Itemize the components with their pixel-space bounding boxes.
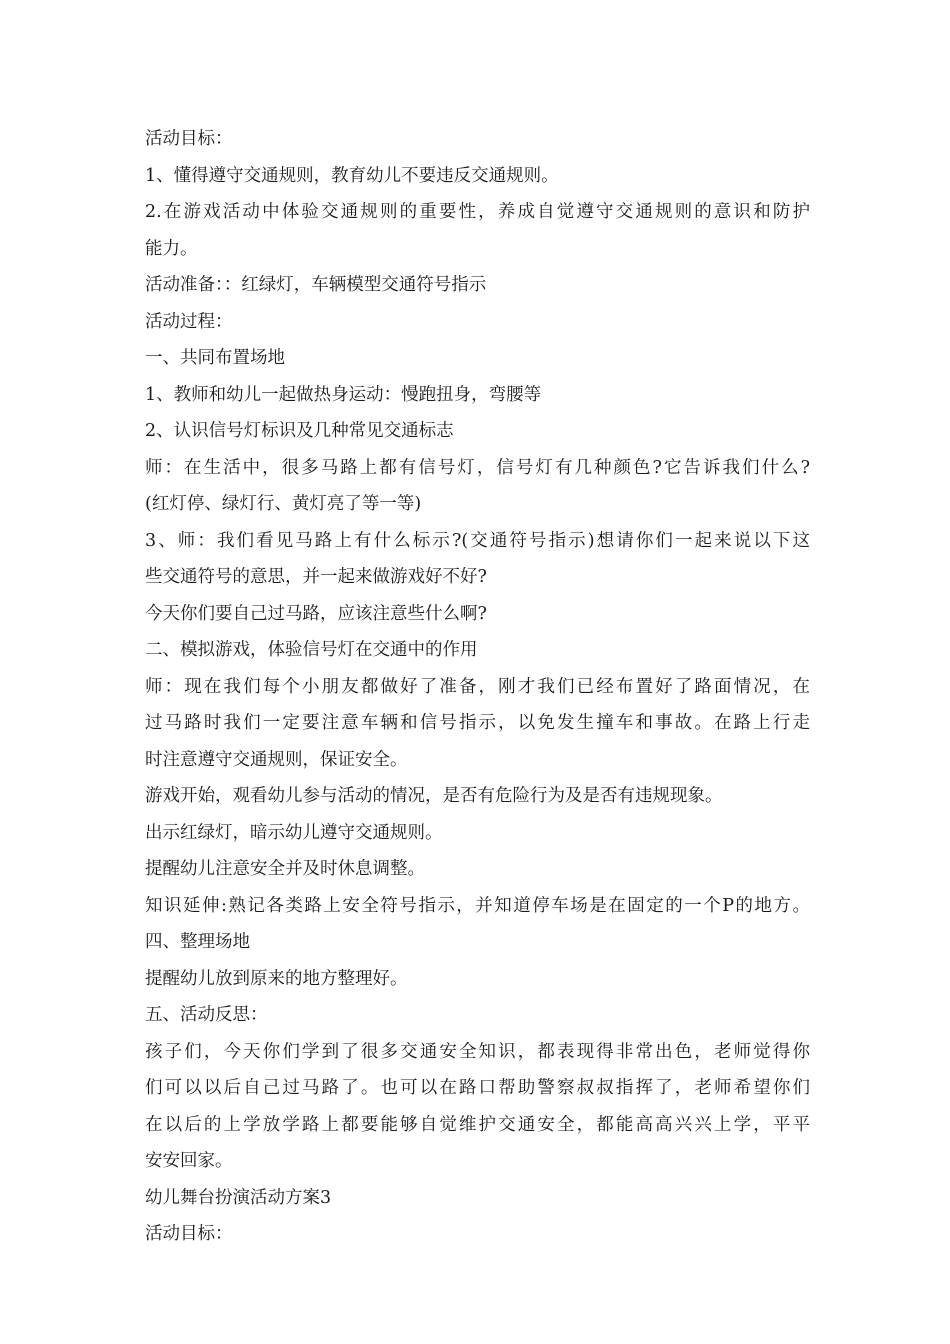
text-line: 游戏开始，观看幼儿参与活动的情况，是否有危险行为及是否有违规现象。 bbox=[145, 786, 723, 806]
text-line: 今天你们要自己过马路，应该注意些什么啊? bbox=[145, 603, 487, 624]
text-line: 活动准备：：红绿灯，车辆模型交通符号指示 bbox=[145, 275, 487, 295]
text-line: 五、活动反思： bbox=[145, 1005, 268, 1025]
text-line: 提醒幼儿放到原来的地方整理好。 bbox=[145, 968, 408, 989]
text-line: 些交通符号的意思，并一起来做游戏好不好? bbox=[145, 567, 487, 587]
text-line: 师：现在我们每个小朋友都做好了准备，刚才我们已经布置好了路面情况，在 bbox=[145, 676, 810, 697]
text-line: 能力。 bbox=[145, 238, 198, 259]
text-line: 在以后的上学放学路上都要能够自觉维护交通安全，都能高高兴兴上学，平平 bbox=[145, 1114, 810, 1135]
text-line: 过马路时我们一定要注意车辆和信号指示，以免发生撞车和事故。在路上行走 bbox=[145, 713, 810, 733]
text-line: 3、师：我们看见马路上有什么标示?(交通符号指示)想请你们一起来说以下这 bbox=[145, 530, 810, 551]
text-line: 时注意遵守交通规则，保证安全。 bbox=[145, 749, 408, 770]
text-line: 知识延伸:熟记各类路上安全符号指示，并知道停车场是在固定的一个P的地方。 bbox=[145, 895, 810, 916]
text-line: 1、教师和幼儿一起做热身运动：慢跑扭身，弯腰等 bbox=[145, 384, 542, 405]
text-line: 活动目标： bbox=[145, 129, 233, 149]
text-line: 四、整理场地 bbox=[145, 932, 250, 952]
text-line: 2、认识信号灯标识及几种常见交通标志 bbox=[145, 421, 454, 441]
text-line: 孩子们，今天你们学到了很多交通安全知识，都表现得非常出色，老师觉得你 bbox=[145, 1041, 810, 1062]
text-line: 一、共同布置场地 bbox=[145, 348, 285, 368]
text-line: 提醒幼儿注意安全并及时休息调整。 bbox=[145, 859, 425, 879]
text-line: 安安回家。 bbox=[145, 1151, 233, 1171]
text-line: (红灯停、绿灯行、黄灯亮了等一等) bbox=[145, 494, 422, 514]
text-line: 1、懂得遵守交通规则，教育幼儿不要违反交通规则。 bbox=[145, 165, 559, 186]
text-line: 活动过程： bbox=[145, 311, 233, 332]
text-line: 2.在游戏活动中体验交通规则的重要性，养成自觉遵守交通规则的意识和防护 bbox=[145, 202, 810, 222]
text-line: 们可以以后自己过马路了。也可以在路口帮助警察叔叔指挥了，老师希望你们 bbox=[145, 1078, 810, 1098]
text-line: 师：在生活中，很多马路上都有信号灯，信号灯有几种颜色?它告诉我们什么? bbox=[145, 457, 810, 478]
text-line: 出示红绿灯，暗示幼儿遵守交通规则。 bbox=[145, 822, 443, 843]
text-line: 二、模拟游戏，体验信号灯在交通中的作用 bbox=[145, 640, 478, 660]
document-body bbox=[145, 121, 810, 1253]
text-line: 幼儿舞台扮演活动方案3 bbox=[145, 1187, 332, 1208]
text-line: 活动目标： bbox=[145, 1224, 233, 1244]
